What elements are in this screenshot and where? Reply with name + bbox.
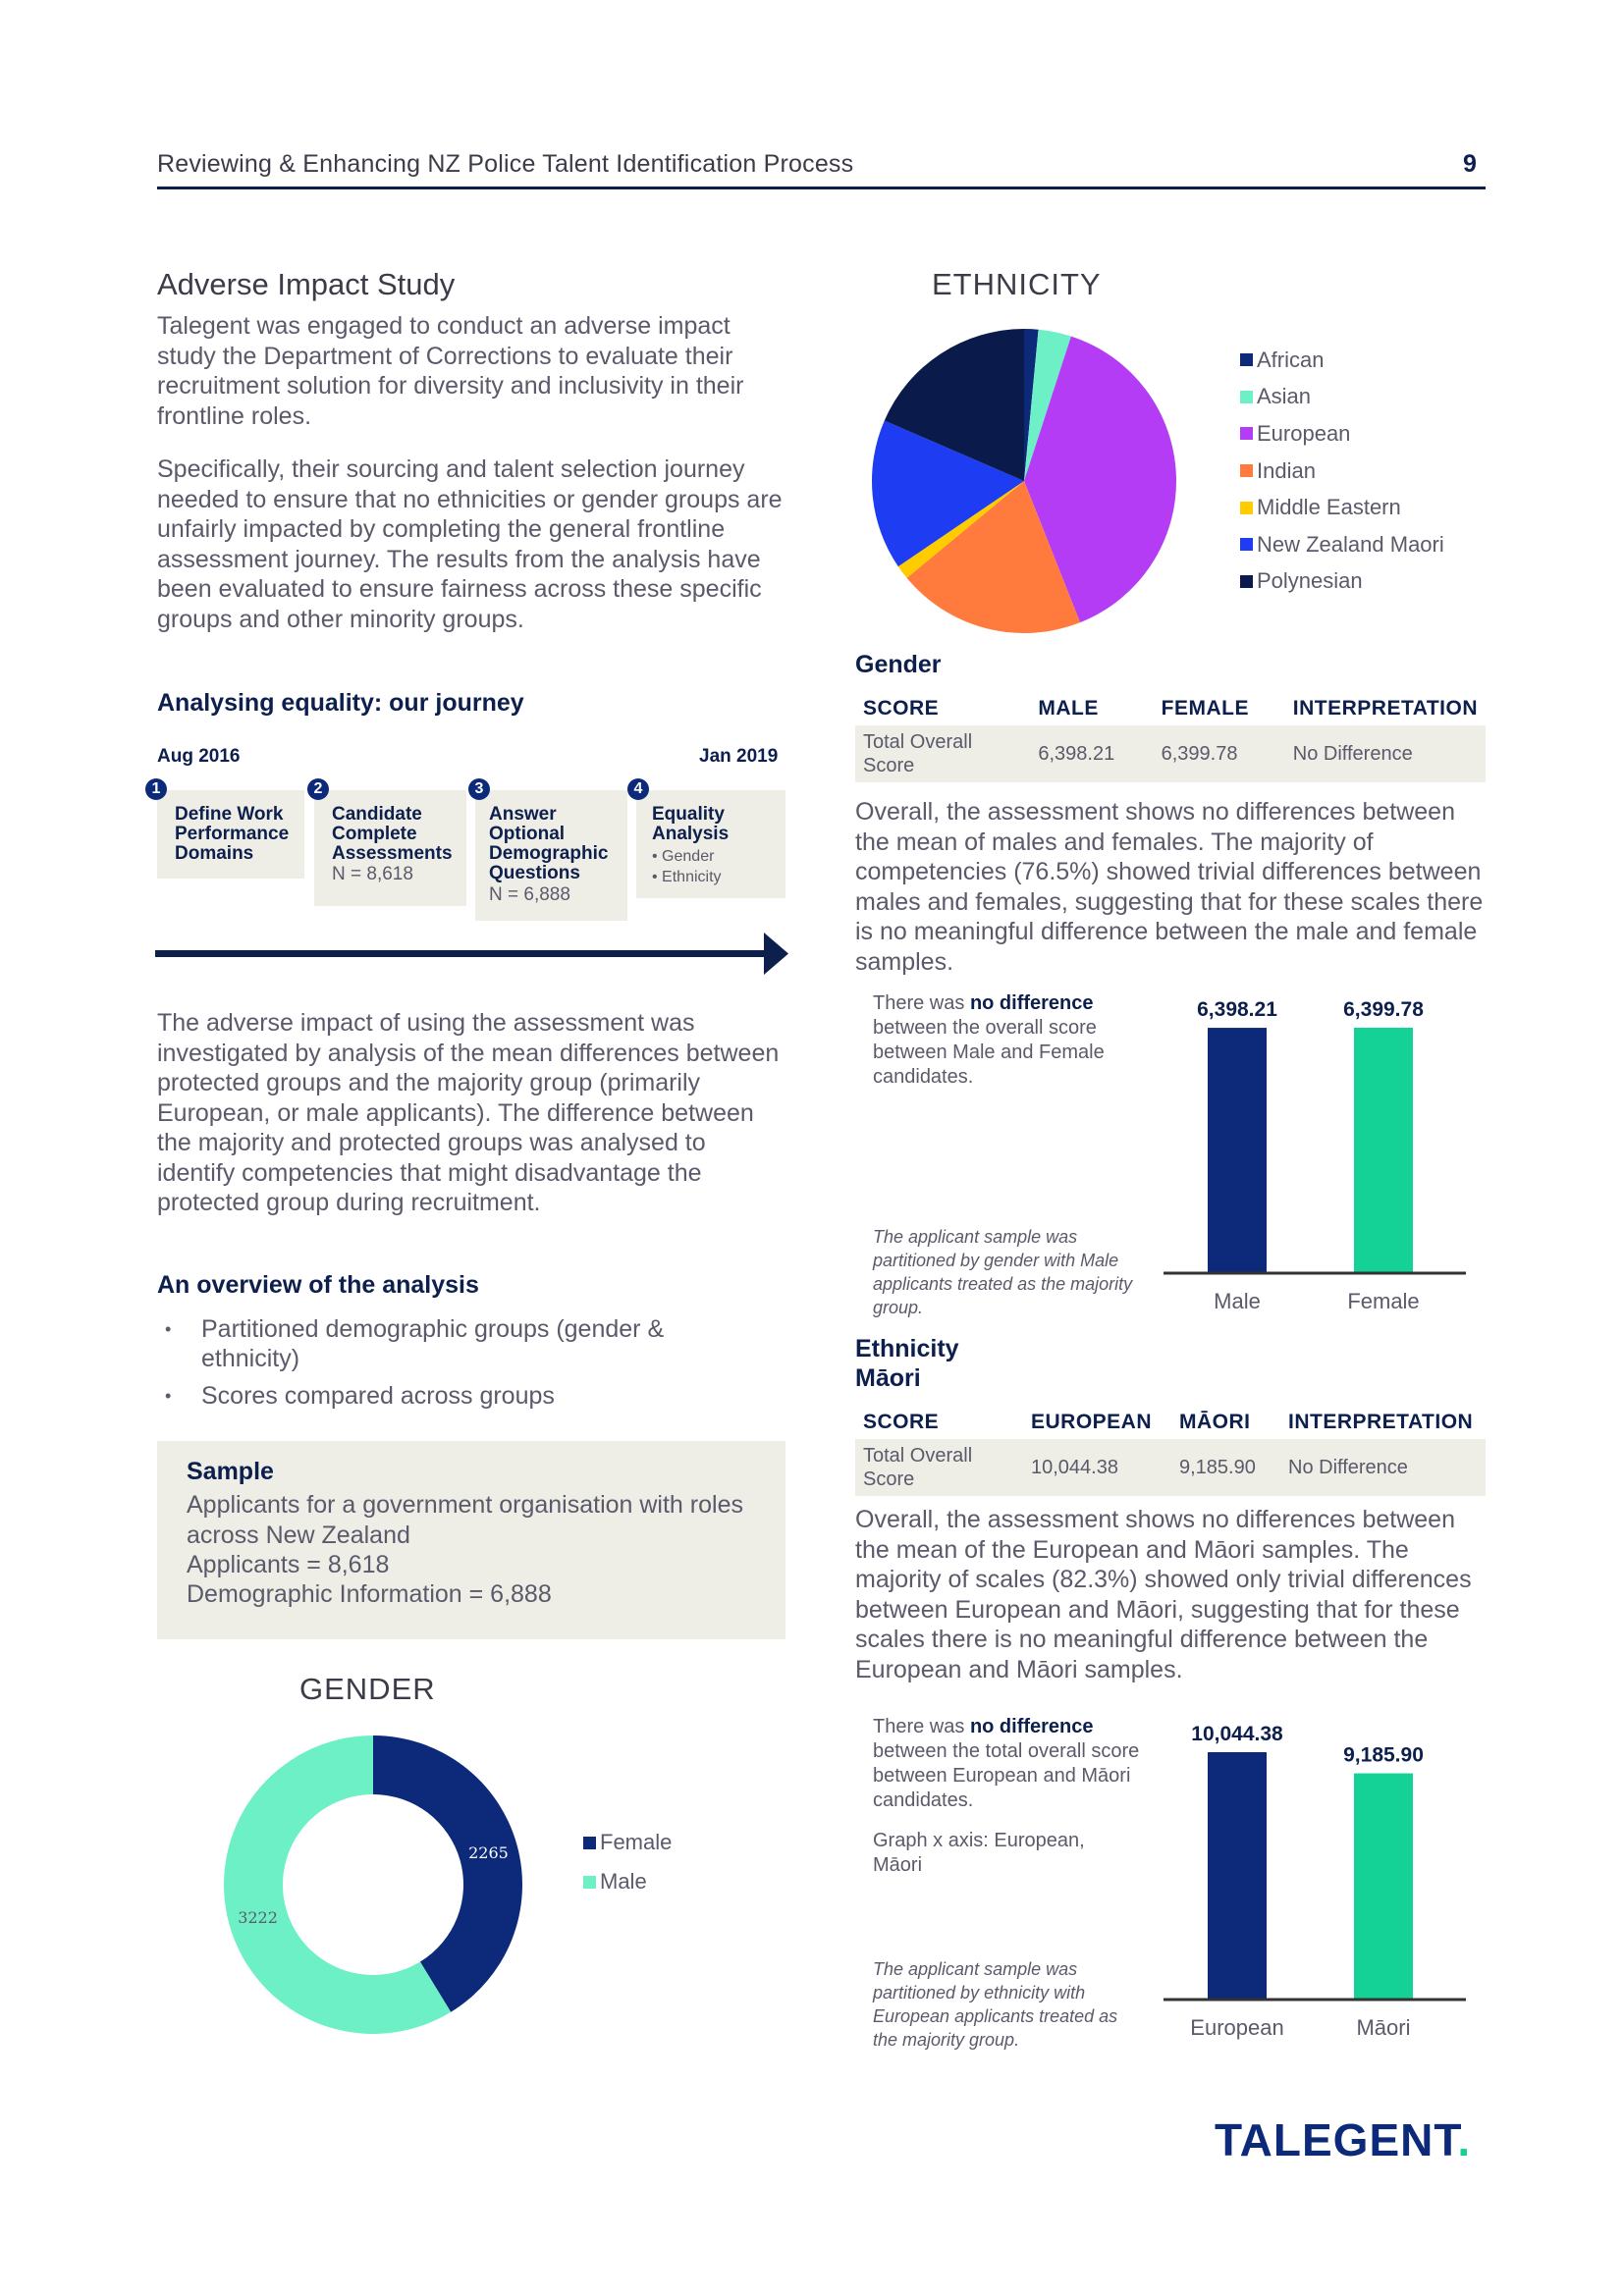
legend-item-male <box>583 1862 672 1901</box>
legend-swatch <box>1240 464 1253 477</box>
gender-bar-chart <box>1164 987 1488 1320</box>
gender-donut-chart <box>216 1728 530 2042</box>
step-number-badge: 4 <box>627 778 649 800</box>
column-header: SCORE <box>863 697 940 720</box>
column-header: SCORE <box>863 1411 940 1433</box>
bar-axis-label: Māori <box>1356 2015 1411 2040</box>
sample-applicants: Applicants = 8,618 <box>187 1551 390 1578</box>
bar-value-label: 6,399.78 <box>1343 998 1424 1021</box>
gender-chart-title: GENDER <box>299 1672 436 1706</box>
ethnicity-sample-note: The applicant sample was partitioned by ethnicity with European applicants treated as the majority group. <box>873 1959 1118 2050</box>
journey-step-3 <box>474 780 627 921</box>
page-number: 9 <box>1463 150 1477 178</box>
step-title: Answer Optional Demographic Questions <box>489 804 609 883</box>
sample-title: Sample <box>187 1458 274 1485</box>
legend-swatch <box>1240 538 1253 551</box>
bar-value-label: 9,185.90 <box>1343 1743 1424 1767</box>
legend-label: Asian <box>1257 384 1312 409</box>
legend-swatch <box>1240 502 1253 514</box>
journey-step-4 <box>633 780 785 898</box>
table-cell: Total Overall Score <box>855 1439 1023 1496</box>
ethnicity-bar-chart <box>1164 1711 1488 2055</box>
gender-results-table <box>855 692 1486 782</box>
column-header: MĀORI <box>1179 1411 1251 1433</box>
table-cell: No Difference <box>1280 1439 1486 1496</box>
legend-label: Male <box>600 1869 647 1894</box>
legend-swatch <box>1240 353 1253 366</box>
donut-slice-female <box>373 1735 522 2012</box>
bar-female <box>1354 1028 1413 1273</box>
legend-swatch <box>583 1876 596 1889</box>
ethnicity-chart-title: ETHNICITY <box>932 267 1102 301</box>
legend-item <box>1240 489 1444 526</box>
table-row <box>855 725 1486 782</box>
legend-swatch <box>1240 391 1253 403</box>
step-number-badge: 3 <box>468 778 490 800</box>
legend-label: European <box>1257 420 1351 446</box>
legend-label: African <box>1257 347 1325 372</box>
gender-heading: Gender <box>855 651 942 678</box>
column-header: FEMALE <box>1161 697 1249 720</box>
gender-paragraph: Overall, the assessment shows no differences between the mean of males and females. The majority of competencies (76.5%) showed trivial differences between males and females, suggesting that for these scales there is no meaningful difference between the male and female samples. <box>855 798 1484 976</box>
overview-list <box>157 1314 707 1418</box>
table-cell: 9,185.90 <box>1171 1439 1280 1496</box>
overview-title: An overview of the analysis <box>157 1271 479 1299</box>
step-title: Define Work Performance Domains <box>175 804 290 864</box>
donut-data-label: 3222 <box>238 1908 278 1928</box>
sample-demographics: Demographic Information = 6,888 <box>187 1580 552 1608</box>
gender-difference-note: There was no difference between the overall score between Male and Female candidates. <box>873 992 1105 1088</box>
step-bullets <box>652 846 722 887</box>
intro-paragraph: Talegent was engaged to conduct an adverse impact study the Department of Corrections to evaluate their recruitment solution for diversity and inclusivity in their frontline roles. <box>157 312 744 430</box>
legend-item <box>1240 342 1444 379</box>
legend-swatch <box>1240 575 1253 588</box>
bar-axis-label: Male <box>1214 1289 1261 1313</box>
journey-start-date: Aug 2016 <box>157 746 241 767</box>
ethnicity-difference-note: There was no difference between the total overall score between European and Māori candidates. <box>873 1716 1140 1811</box>
step-count: N = 6,888 <box>489 884 570 905</box>
table-header-row <box>855 1406 1486 1439</box>
step-title: Equality Analysis <box>652 804 730 844</box>
legend-swatch <box>583 1837 596 1849</box>
legend-label: Indian <box>1257 457 1316 483</box>
step-bullet: • Gender <box>652 848 715 865</box>
legend-item <box>1240 563 1444 601</box>
ethnicity-axis-note: Graph x axis: European, Māori <box>873 1830 1085 1876</box>
step-bullet: • Ethnicity <box>652 869 722 885</box>
gender-sample-note: The applicant sample was partitioned by gender with Male applicants treated as the majority group. <box>873 1227 1133 1317</box>
scope-paragraph: Specifically, their sourcing and talent selection journey needed to ensure that no ethnicities or gender groups are unfairly impacted by completing the general frontline assessment journey. The results from the analysis have been evaluated to ensure fairness across these specific groups and other minority groups. <box>157 455 783 633</box>
legend-item <box>1240 526 1444 563</box>
ethnicity-pie-chart <box>867 324 1181 638</box>
legend-item-female <box>583 1823 672 1862</box>
ethnicity-results-table <box>855 1406 1486 1496</box>
donut-data-label: 2265 <box>468 1842 509 1862</box>
talegent-logo: TALEGENT. <box>1215 2114 1472 2165</box>
bar-male <box>1208 1028 1267 1273</box>
bar-axis-label: European <box>1190 2015 1284 2040</box>
bar-māori <box>1354 1774 1413 2000</box>
column-header: INTERPRETATION <box>1288 1411 1474 1433</box>
step-count: N = 8,618 <box>332 864 413 884</box>
table-cell: 10,044.38 <box>1023 1439 1171 1496</box>
overview-item: • Partitioned demographic groups (gender & ethnicity) <box>157 1314 707 1373</box>
overview-item: • Scores compared across groups <box>157 1381 707 1411</box>
journey-end-date: Jan 2019 <box>699 746 779 767</box>
legend-swatch <box>1240 427 1253 440</box>
legend-label: Middle Eastern <box>1257 495 1401 520</box>
legend-label: Female <box>600 1830 673 1854</box>
ethnicity-subheading: Māori <box>855 1364 921 1392</box>
step-number-badge: 2 <box>307 778 329 800</box>
timeline-arrow-icon <box>155 933 788 976</box>
bar-value-label: 10,044.38 <box>1191 1723 1283 1745</box>
column-header: EUROPEAN <box>1031 1411 1153 1433</box>
ethnicity-legend <box>1240 342 1444 600</box>
study-title: Adverse Impact Study <box>157 267 456 301</box>
bar-european <box>1208 1752 1267 2000</box>
header-title: Reviewing & Enhancing NZ Police Talent Identification Process <box>157 150 854 178</box>
gender-legend <box>583 1823 672 1901</box>
table-cell: Total Overall Score <box>855 725 1030 782</box>
ethnicity-paragraph: Overall, the assessment shows no differences between the mean of the European and Māori samples. The majority of scales (82.3%) showed only trivial differences between European and Māori, suggesting that for these scales there is no meaningful difference between the European and Māori samples. <box>855 1506 1472 1683</box>
sample-description: Applicants for a government organisation with roles across New Zealand <box>187 1491 743 1549</box>
legend-label: New Zealand Maori <box>1257 531 1444 557</box>
journey-step-1 <box>151 780 304 879</box>
table-row <box>855 1439 1486 1496</box>
journey-step-2 <box>313 780 466 906</box>
step-number-badge: 1 <box>145 778 167 800</box>
legend-label: Polynesian <box>1257 568 1363 594</box>
table-cell: 6,399.78 <box>1154 725 1285 782</box>
table-header-row <box>855 692 1486 725</box>
ethnicity-heading: Ethnicity <box>855 1335 959 1362</box>
legend-item <box>1240 453 1444 490</box>
table-cell: No Difference <box>1285 725 1486 782</box>
legend-item <box>1240 379 1444 416</box>
sample-box <box>157 1441 785 1639</box>
legend-item <box>1240 415 1444 453</box>
bar-axis-label: Female <box>1347 1289 1420 1313</box>
table-cell: 6,398.21 <box>1030 725 1153 782</box>
header-rule <box>157 187 1486 189</box>
journey-title: Analysing equality: our journey <box>157 689 524 717</box>
bar-value-label: 6,398.21 <box>1197 998 1277 1022</box>
column-header: MALE <box>1038 697 1099 720</box>
column-header: INTERPRETATION <box>1292 697 1478 720</box>
step-title: Candidate Complete Assessments <box>332 804 453 864</box>
method-paragraph: The adverse impact of using the assessment was investigated by analysis of the mean differences between protected groups and the majority group (primarily European, or male applicants). The difference between the majority and protected groups was analysed to identify competencies that might disadvantage the protected group during recruitment. <box>157 1009 780 1216</box>
